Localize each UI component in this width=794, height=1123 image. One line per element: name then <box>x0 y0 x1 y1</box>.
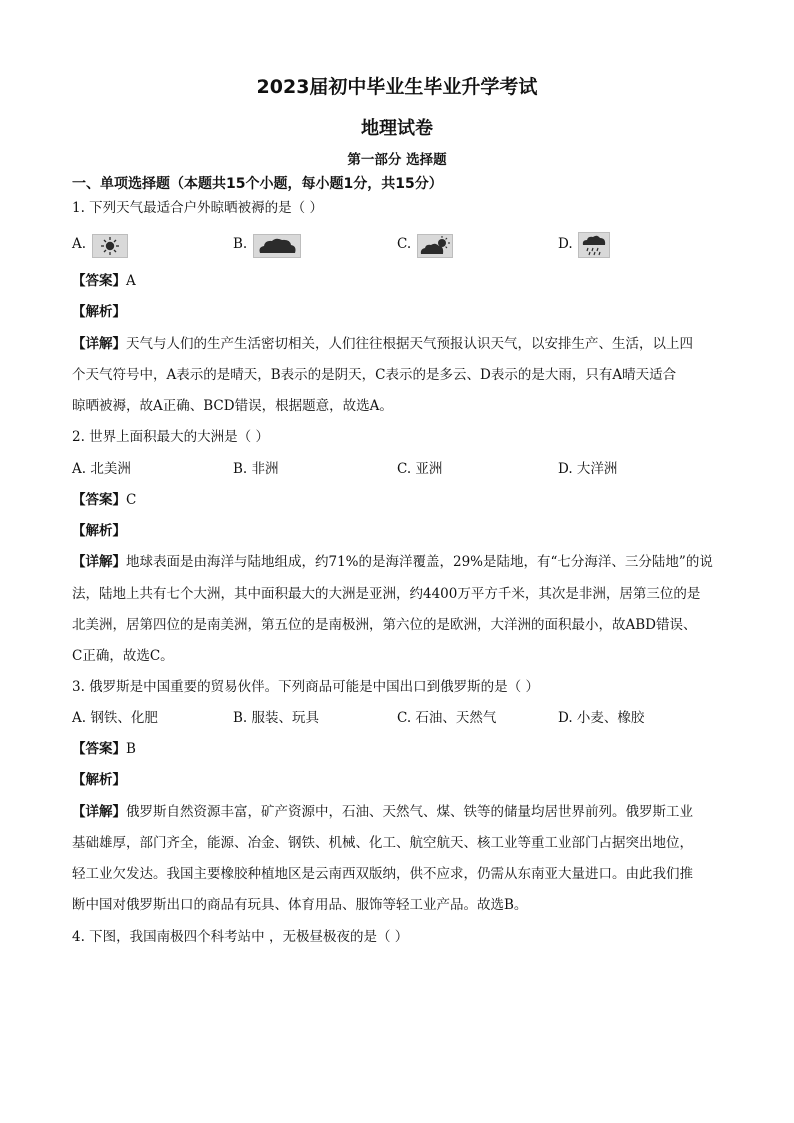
q1-detail-line-1 <box>72 338 693 352</box>
q1-option-d-label: D. <box>558 236 573 252</box>
question-3-stem: 3. 俄罗斯是中国重要的贸易伙伴。下列商品可能是中国出口到俄罗斯的是（ ） <box>72 679 539 695</box>
heavy-rain-icon <box>578 232 610 258</box>
q1-answer <box>72 275 136 289</box>
q1-analysis-label: 【解析】 <box>72 304 126 320</box>
sunny-icon <box>92 234 128 258</box>
question-2-stem: 2. 世界上面积最大的大洲是（ ） <box>72 429 269 445</box>
q2-detail-line-2: 法，陆地上共有七个大洲，其中面积最大的大洲是亚洲，约4400万平方千米，其次是非洲，居第三位的是 <box>72 586 701 602</box>
exam-title: 2023届初中毕业生毕业升学考试 <box>256 76 538 98</box>
answer-label: 【答案】 <box>72 273 126 289</box>
q2-option-a[interactable]: A. 北美洲 <box>72 461 131 477</box>
q1-option-a-label: A. <box>72 236 87 252</box>
answer-value: C <box>126 492 137 508</box>
q2-analysis-label: 【解析】 <box>72 523 126 539</box>
q2-detail-line-4: C正确，故选C。 <box>72 648 174 664</box>
detail-text: 天气与人们的生产生活密切相关，人们往往根据天气预报认识天气，以安排生产、生活，以上四 <box>126 336 693 352</box>
q3-option-c[interactable]: C. 石油、天然气 <box>397 710 497 726</box>
q1-option-d[interactable] <box>558 238 573 252</box>
q1-option-c-label: C. <box>397 236 412 252</box>
q1-detail-line-2: 个天气符号中，A表示的是晴天，B表示的是阴天，C表示的是多云、D表示的是大雨，只有A晴天适合 <box>72 367 677 383</box>
detail-label: 【详解】 <box>72 336 126 352</box>
q1-detail-line-3: 晾晒被褥，故A正确、BCD错误，根据题意，故选A。 <box>72 398 393 414</box>
answer-value: A <box>126 273 136 289</box>
q3-analysis-label: 【解析】 <box>72 772 126 788</box>
q2-detail-line-1 <box>72 556 713 570</box>
q2-option-b[interactable]: B. 非洲 <box>233 461 279 477</box>
q1-option-b[interactable] <box>233 238 247 252</box>
section-heading: 一、单项选择题（本题共15个小题，每小题1分，共15分） <box>72 176 443 192</box>
question-4-stem: 4. 下图，我国南极四个科考站中 ，无极昼极夜的是（ ） <box>72 929 409 945</box>
q1-option-a[interactable] <box>72 238 86 252</box>
question-1-stem: 1. 下列天气最适合户外晾晒被褥的是（ ） <box>72 200 323 216</box>
q3-option-d[interactable]: D. 小麦、橡胶 <box>558 710 645 726</box>
q3-option-b[interactable]: B. 服装、玩具 <box>233 710 320 726</box>
exam-subtitle: 地理试卷 <box>361 118 433 139</box>
q3-detail-line-3: 轻工业欠发达。我国主要橡胶种植地区是云南西双版纳，供不应求，仍需从东南亚大量进口。由此我们推 <box>72 866 693 882</box>
q2-option-c[interactable]: C. 亚洲 <box>397 461 443 477</box>
q2-detail-line-3: 北美洲，居第四位的是南美洲，第五位的是南极洲，第六位的是欧洲，大洋洲的面积最小，故ABD错误、 <box>72 617 697 633</box>
q3-answer <box>72 743 136 757</box>
answer-value: B <box>126 741 136 757</box>
answer-label: 【答案】 <box>72 741 126 757</box>
q2-option-d[interactable]: D. 大洋洲 <box>558 461 618 477</box>
part-heading: 第一部分 选择题 <box>347 152 447 168</box>
detail-text: 地球表面是由海洋与陆地组成，约71%的是海洋覆盖，29%是陆地，有“七分海洋、三分陆地”的说 <box>126 554 713 570</box>
q1-option-c[interactable] <box>397 238 411 252</box>
detail-label: 【详解】 <box>72 554 126 570</box>
partly-cloudy-icon <box>417 234 453 258</box>
overcast-icon <box>253 234 301 258</box>
q3-option-a[interactable]: A. 钢铁、化肥 <box>72 710 158 726</box>
detail-text: 俄罗斯自然资源丰富，矿产资源中，石油、天然气、煤、铁等的储量均居世界前列。俄罗斯工业 <box>126 804 693 820</box>
q2-answer <box>72 494 136 508</box>
detail-label: 【详解】 <box>72 804 126 820</box>
q1-option-b-label: B. <box>233 236 248 252</box>
answer-label: 【答案】 <box>72 492 126 508</box>
q3-detail-line-2: 基础雄厚，部门齐全，能源、冶金、钢铁、机械、化工、航空航天、核工业等重工业部门占据突出地位， <box>72 835 693 851</box>
q3-detail-line-1 <box>72 806 693 820</box>
q3-detail-line-4: 断中国对俄罗斯出口的商品有玩具、体育用品、服饰等轻工业产品。故选B。 <box>72 897 528 913</box>
